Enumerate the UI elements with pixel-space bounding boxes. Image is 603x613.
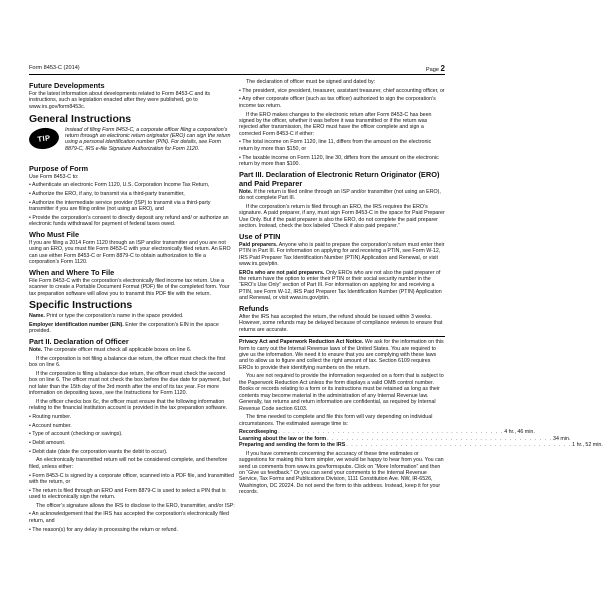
ack-bullet: • The reason(s) for any delay in processing the return or refund. xyxy=(29,526,178,533)
header-rule xyxy=(29,74,445,75)
change-bullet: • The total income on Form 1120, line 11, differs from the amount on the electronic return by more than $150, or xyxy=(239,139,432,152)
paragraph: If the officer checks box 6c, the officer must ensure that the following information relating to the financial institution account is provided in the tax preparation software. xyxy=(29,398,228,412)
ack-bullet: • An acknowledgement that the IRS has accepted the corporation’s electronically filed return, and xyxy=(29,511,229,524)
ein-instruction: Employer identification number (EIN). Enter the corporation’s EIN in the space provided. xyxy=(29,321,219,335)
form-label: Form 8453-C (2014) xyxy=(29,65,80,71)
tip-text: Instead of filing Form 8453-C, a corporate officer filing a corporation’s return through an electronic return originator (ERO) can sign the return using a personal identification number (PIN). For details, see Form 8879-C, IRS e-file Signature Authorization for Form 1120. xyxy=(65,126,231,152)
refunds-heading: Refunds xyxy=(239,303,269,313)
tip-box xyxy=(29,127,235,161)
who-must-file-heading: Who Must File xyxy=(29,229,80,239)
purpose-bullet: • Authorize the intermediate service provider (ISP) to transmit via a third-party transmitter if you are filing online (not using an ERO), and xyxy=(29,199,211,213)
left-column xyxy=(29,79,235,535)
when-where-text: File Form 8453-C with the corporation’s electronically filed income tax return. Use a scanner to create a Portable Document Format (PDF) file of the completed form. Your tax preparation software will allow you to transmit this PDF file with the return. xyxy=(29,277,230,297)
refunds-text: After the IRS has accepted the return, the refund should be issued within 3 weeks. However, some refunds may be delayed because of compliance reviews to ensure that returns are accurate. xyxy=(239,313,443,333)
tip-icon: TIP xyxy=(28,126,61,151)
who-must-file-text: If you are filing a 2014 Form 1120 through an ISP and/or transmitter and you are not using an ERO, you must file Form 8453-C with your electronically filed return. An ERO can use either Form 8453-C or Form 8879-C to obtain authorization to file a corporation’s Form 1120. xyxy=(29,239,231,266)
paragraph: You are not required to provide the information requested on a form that is subject to the Paperwork Reduction Act unless the form displays a valid OMB control number. Books or records relating to a form or its instructions must be retained as long as their contents may become material in the administration of any Internal Revenue law. Generally, tax returns and return information are confidential, as required by Internal Revenue Code section 6103. xyxy=(239,373,444,412)
purpose-bullet: • Authorize the ERO, if any, to transmit via a third-party transmitter, xyxy=(29,190,185,197)
account-bullet: • Account number. xyxy=(29,422,72,429)
specific-instructions-heading: Specific Instructions xyxy=(29,299,133,312)
purpose-bullet: • Provide the corporation’s consent to directly deposit any refund and/ or authorize an electronic funds withdrawal for payment of federal taxes owed. xyxy=(29,214,229,228)
general-instructions-heading: General Instructions xyxy=(29,112,132,125)
privacy-notice: Privacy Act and Paperwork Reduction Act Notice. We ask for the information on this form to carry out the Internal Revenue laws of the United States. You are required to give us the information. We need it to ensure that you are complying with these laws and to allow us to figure and collect the right amount of tax. Section 6109 requires EROs to provide their identifying numbers on the return. xyxy=(239,339,444,371)
section-rule xyxy=(239,336,445,337)
future-heading: Future Developments xyxy=(29,81,105,90)
paid-preparers-text: Paid preparers. Anyone who is paid to prepare the corporation’s return must enter their PTIN in Part III. For information on applying for and receiving a PTIN, see Form W-12, IRS Paid Preparer Tax Identification Number (PTIN) Application and Renewal, or visit www.irs.gov/ptin. xyxy=(239,241,445,267)
filing-bullet: • The return is filed through an ERO and Form 8879-C is used to select a PIN that is used to electronically sign the return. xyxy=(29,487,226,501)
account-bullet: • Type of account (checking or savings). xyxy=(29,431,123,438)
time-row: Learning about the law or the form . . . . . . . . . . . . . . . . . . . . . . . . . . . . . . . . . . . . . . . . . . . . . . 34 min. xyxy=(239,435,571,442)
signer-bullet: • Any other corporate officer (such as tax officer) authorized to sign the corporation’s income tax return. xyxy=(239,96,436,109)
part3-note: Note. If the return is filed online through an ISP and/or transmitter (not using an ERO), do not complete Part III. xyxy=(239,188,441,202)
signer-bullet: • The president, vice president, treasurer, assistant treasurer, chief accounting officer, or xyxy=(239,87,445,94)
paragraph: The officer’s signature allows the IRS to disclose to the ERO, transmitter, and/or ISP: xyxy=(36,502,235,509)
page-header xyxy=(29,64,445,73)
paragraph: An electronically transmitted return will not be considered complete, and therefore filed, unless either: xyxy=(29,457,228,470)
page-number: 2 xyxy=(440,64,445,73)
filing-bullet: • Form 8453-C is signed by a corporate officer, scanned into a PDF file, and transmitted with the return, or xyxy=(29,472,234,485)
paragraph: If the ERO makes changes to the electronic return after Form 8453-C has been signed by the officer, whether it was before it was transmitted or if the return was rejected after transmission, the ERO must have the officer complete and sign a corrected Form 8453-C if either: xyxy=(239,111,432,137)
time-row: Preparing and sending the form to the IRS . . . . . . . . . . . . . . . . . . . . . . . . . . . . . . . . . . . . . . . . . . . . . . 1 hr., 52 min. xyxy=(239,442,603,449)
account-bullet: • Debit amount. xyxy=(29,440,66,447)
eros-text: EROs who are not paid preparers. Only EROs who are not also the paid preparer of the return have the option to enter their PTIN or their social security number in the “ERO’s Use Only” section of Part III. For information on applying for and receiving a PTIN, see Form W-12, IRS Paid Preparer Tax Identification Number (PTIN) Application and Renewal, or visit www.irs.gov/ptin. xyxy=(239,269,442,302)
part3-heading: Part III. Declaration of Electronic Return Originator (ERO) and Paid Preparer xyxy=(239,169,440,188)
account-bullet: • Routing number. xyxy=(29,413,72,420)
purpose-heading: Purpose of Form xyxy=(29,163,89,173)
time-row: Recordkeeping . . . . . . . . . . . . . . . . . . . . . . . . . . . . . . . . . . . . . . . . . . . . . . 4 hr., 46 min. xyxy=(239,429,535,436)
account-bullet: • Debit date (date the corporation wants the debit to occur). xyxy=(29,448,168,455)
when-where-heading: When and Where To File xyxy=(29,267,115,277)
name-instruction: Name. Print or type the corporation’s name in the space provided. xyxy=(29,313,184,320)
right-column xyxy=(239,79,603,498)
paragraph: If the corporation is filing a balance due return, the officer must check the second box on line 6. The officer must not check the box before the due date for payment, but not later than the 15th day of the 3rd month after the end of its tax year. For more information on depositing taxes, see the Instructions for Form 1120. xyxy=(29,370,230,397)
change-bullet: • The taxable income on Form 1120, line 30, differs from the amount on the electronic return by more than $100. xyxy=(239,154,439,167)
future-text: For the latest information about developments related to Form 8453-C and its instructions, such as legislation enacted after they were published, go to www.irs.gov/form8453c. xyxy=(29,91,211,110)
part2-note: Note. The corporate officer must check all applicable boxes on line 6. xyxy=(29,347,192,354)
paragraph: If you have comments concerning the accuracy of these time estimates or suggestions for making this form simpler, we would be happy to hear from you. You can send us comments from www.irs.gov/formspubs. Click on “More Information” and then on “Give us feedback.” Or you can send your comments to the Internal Revenue Service, Tax Forms and Publications Division, 1111 Constitution Ave. NW, IR-6526, Washington, DC 20224. Do not send the form to this address. Instead, keep it for your records. xyxy=(239,450,444,496)
paragraph: If the corporation’s return is filed through an ERO, the IRS requires the ERO’s signature. A paid preparer, if any, must sign Form 8453-C in the space for Paid Preparer Use Only. But if the paid preparer is also the ERO, do not complete the paid preparer section. Instead, check the box labeled “Check if also paid preparer.” xyxy=(239,203,445,229)
paragraph: The declaration of officer must be signed and dated by: xyxy=(246,79,376,85)
purpose-intro: Use Form 8453-C to: xyxy=(29,173,79,180)
part2-heading: Part II. Declaration of Officer xyxy=(29,337,129,347)
paragraph: The time needed to complete and file this form will vary depending on individual circumstances. The estimated average time is: xyxy=(239,414,433,427)
page-number-label: Page 2 xyxy=(425,64,445,73)
ptin-heading: Use of PTIN xyxy=(239,231,281,241)
paragraph: If the corporation is not filing a balance due return, the officer must check the first box on line 6. xyxy=(29,355,226,369)
purpose-bullet: • Authenticate an electronic Form 1120, U.S. Corporation Income Tax Return, xyxy=(29,182,210,189)
